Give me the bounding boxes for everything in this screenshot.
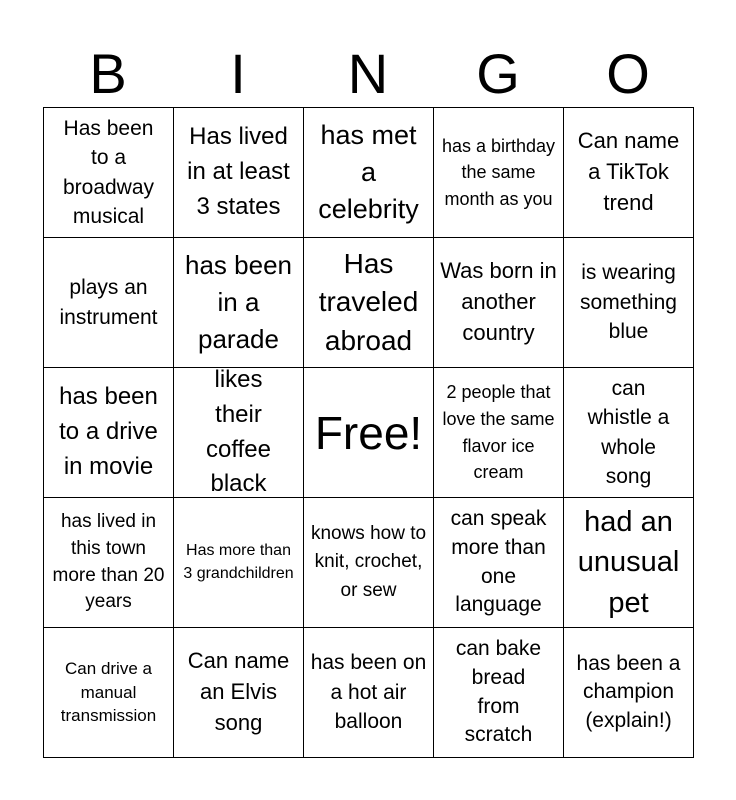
cell-text: plays an instrument xyxy=(59,276,158,329)
header-letter-g: G xyxy=(476,42,520,105)
cell-text: has been a champion (explain!) xyxy=(576,651,681,732)
bingo-cell-r1c4[interactable] xyxy=(434,108,564,238)
cell-text: Has traveled abroad xyxy=(318,247,419,356)
cell-text: Can drive a manual transmission xyxy=(60,658,157,726)
bingo-cell-r5c5[interactable] xyxy=(564,628,694,758)
cell-text: has been in a parade xyxy=(185,250,292,354)
cell-text: Was born in another country xyxy=(440,258,557,345)
cell-text: has a birthday the same month as you xyxy=(441,135,556,209)
cell-text: had an unusual pet xyxy=(577,506,680,619)
cell-text: has been on a hot air balloon xyxy=(310,651,427,734)
bingo-cell-r5c2[interactable] xyxy=(174,628,304,758)
cell-text: Has lived in at least 3 states xyxy=(187,123,290,220)
cell-text: Can name a TikTok trend xyxy=(577,128,680,215)
bingo-cell-r3c3[interactable] xyxy=(304,368,434,498)
bingo-cell-r1c2[interactable] xyxy=(174,108,304,238)
bingo-cell-r4c4[interactable] xyxy=(434,498,564,628)
bingo-cell-r4c5[interactable] xyxy=(564,498,694,628)
free-space-label: Free! xyxy=(314,406,423,459)
cell-text: 2 people that love the same flavor ice cream xyxy=(442,382,555,483)
bingo-cell-r1c5[interactable] xyxy=(564,108,694,238)
cell-text: can speak more than one language xyxy=(450,507,547,617)
bingo-cell-r5c1[interactable] xyxy=(44,628,174,758)
header-letter-b: B xyxy=(89,42,127,105)
cell-text: Can name an Elvis song xyxy=(187,648,290,735)
bingo-cell-r4c3[interactable] xyxy=(304,498,434,628)
bingo-cell-r1c1[interactable] xyxy=(44,108,174,238)
bingo-cell-r2c2[interactable] xyxy=(174,238,304,368)
bingo-cell-r3c2[interactable] xyxy=(174,368,304,498)
cell-text: is wearing something blue xyxy=(580,261,677,344)
header-letter-i: I xyxy=(230,42,246,105)
bingo-cell-r2c1[interactable] xyxy=(44,238,174,368)
header-letter-n: N xyxy=(347,42,389,105)
cell-text: likes their coffee black xyxy=(206,368,271,498)
bingo-header xyxy=(43,40,693,108)
cell-text: Has been to a broadway musical xyxy=(62,116,155,228)
cell-text: has been to a drive in movie xyxy=(59,383,158,480)
bingo-cell-r2c5[interactable] xyxy=(564,238,694,368)
bingo-cell-r4c1[interactable] xyxy=(44,498,174,628)
bingo-cell-r5c4[interactable] xyxy=(434,628,564,758)
header-letter-o: O xyxy=(606,42,650,105)
bingo-cell-r1c3[interactable] xyxy=(304,108,434,238)
bingo-cell-r3c4[interactable] xyxy=(434,368,564,498)
bingo-cell-r3c5[interactable] xyxy=(564,368,694,498)
cell-text: can bake bread from scratch xyxy=(455,637,542,747)
bingo-cell-r4c2[interactable] xyxy=(174,498,304,628)
cell-text: Has more than 3 grandchildren xyxy=(183,542,294,582)
bingo-board xyxy=(43,107,694,758)
cell-text: has met a celebrity xyxy=(318,119,419,225)
bingo-cell-r5c3[interactable] xyxy=(304,628,434,758)
cell-text: can whistle a whole song xyxy=(587,376,670,488)
cell-text: knows how to knit, crochet, or sew xyxy=(310,522,427,601)
bingo-cell-r2c4[interactable] xyxy=(434,238,564,368)
bingo-cell-r2c3[interactable] xyxy=(304,238,434,368)
cell-text: has lived in this town more than 20 years xyxy=(52,510,165,613)
bingo-cell-r3c1[interactable] xyxy=(44,368,174,498)
